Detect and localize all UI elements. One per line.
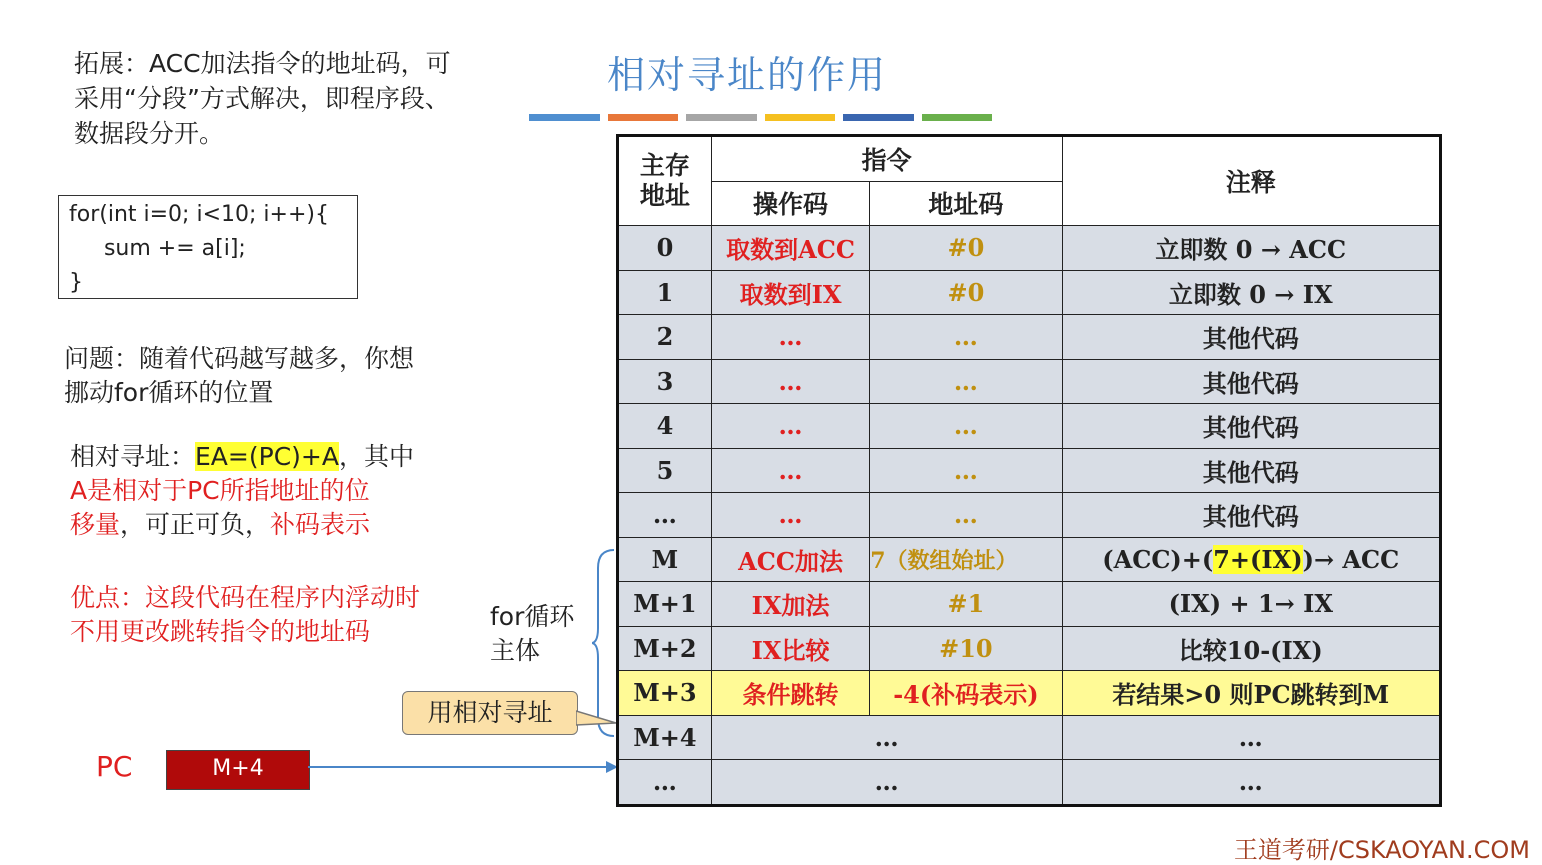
for-loop-label-line2: 主体 bbox=[490, 636, 541, 665]
row-comment: 其他代码 bbox=[1062, 315, 1440, 360]
table-row bbox=[618, 537, 1441, 582]
row-instruction-merged: … bbox=[711, 760, 1062, 806]
row-address-code: #0 bbox=[870, 226, 1062, 271]
row-opcode: … bbox=[711, 359, 869, 404]
memory-table bbox=[616, 134, 1442, 807]
header-instruction: 指令 bbox=[711, 136, 1062, 182]
row-address: … bbox=[618, 493, 712, 538]
table-row bbox=[618, 493, 1441, 538]
row-opcode: IX比较 bbox=[711, 626, 869, 671]
row-comment: 其他代码 bbox=[1062, 493, 1440, 538]
header-opcode: 操作码 bbox=[711, 181, 869, 226]
table-row bbox=[618, 226, 1441, 271]
color-segment bbox=[608, 114, 679, 121]
header-address: 主存 地址 bbox=[618, 136, 712, 226]
row-address-code: … bbox=[870, 315, 1062, 360]
for-loop-label-line1: for循环 bbox=[490, 602, 575, 631]
row-opcode: IX加法 bbox=[711, 582, 869, 627]
table-row-highlighted bbox=[618, 671, 1441, 716]
row-comment: 其他代码 bbox=[1062, 359, 1440, 404]
page-title: 相对寻址的作用 bbox=[607, 53, 888, 97]
row-address-code: … bbox=[870, 493, 1062, 538]
comment-highlight: 7+(IX) bbox=[1213, 544, 1303, 574]
row-address: M+4 bbox=[618, 715, 712, 760]
comment-part: (ACC)+( bbox=[1102, 544, 1214, 574]
row-address: 1 bbox=[618, 270, 712, 315]
row-address-code: #0 bbox=[870, 270, 1062, 315]
row-comment: … bbox=[1062, 760, 1440, 806]
row-comment: 其他代码 bbox=[1062, 448, 1440, 493]
code-line: } bbox=[69, 270, 83, 295]
row-opcode: 取数到IX bbox=[711, 270, 869, 315]
color-segment bbox=[922, 114, 993, 121]
color-segment bbox=[686, 114, 757, 121]
row-opcode: … bbox=[711, 448, 869, 493]
row-address-code: … bbox=[870, 448, 1062, 493]
table-row bbox=[618, 359, 1441, 404]
header-comment: 注释 bbox=[1062, 136, 1440, 226]
row-address-code: -4(补码表示) bbox=[870, 671, 1062, 716]
row-comment bbox=[1062, 537, 1440, 582]
comment-part: )→ ACC bbox=[1302, 544, 1400, 574]
row-opcode: ACC加法 bbox=[711, 537, 869, 582]
table-row bbox=[618, 315, 1441, 360]
row-instruction-merged: … bbox=[711, 715, 1062, 760]
watermark: 王道考研/CSKAOYAN.COM bbox=[1233, 836, 1530, 864]
row-address-code: #1 bbox=[870, 582, 1062, 627]
row-opcode: … bbox=[711, 315, 869, 360]
callout-relative-addressing: 用相对寻址 bbox=[402, 691, 578, 735]
row-address: 4 bbox=[618, 404, 712, 449]
code-line: sum += a[i]; bbox=[69, 236, 246, 261]
relative-line3c: 补码表示 bbox=[270, 510, 371, 539]
row-address-code: 7（数组始址） bbox=[870, 537, 1062, 582]
table-row bbox=[618, 582, 1441, 627]
pc-register: M+4 bbox=[166, 750, 310, 790]
row-opcode: 取数到ACC bbox=[711, 226, 869, 271]
extension-note: 拓展：ACC加法指令的地址码，可采用“分段”方式解决，即程序段、数据段分开。 bbox=[74, 49, 451, 148]
row-address: M+1 bbox=[618, 582, 712, 627]
relative-prefix: 相对寻址： bbox=[70, 442, 196, 471]
relative-formula: EA=(PC)+A bbox=[195, 442, 339, 471]
table-row bbox=[618, 760, 1441, 806]
code-snippet bbox=[58, 195, 358, 299]
row-opcode: … bbox=[711, 404, 869, 449]
row-comment: 立即数 0 → IX bbox=[1062, 270, 1440, 315]
row-comment: 立即数 0 → ACC bbox=[1062, 226, 1440, 271]
row-comment: 其他代码 bbox=[1062, 404, 1440, 449]
table-row bbox=[618, 626, 1441, 671]
color-segment bbox=[529, 114, 600, 121]
relative-line3b: ，可正可负， bbox=[120, 510, 271, 539]
pc-arrow bbox=[308, 755, 620, 779]
relative-line2: A是相对于PC所指地址的位 bbox=[70, 476, 370, 505]
row-address-code: … bbox=[870, 359, 1062, 404]
color-segment bbox=[843, 114, 914, 121]
row-address-code: … bbox=[870, 404, 1062, 449]
row-opcode: … bbox=[711, 493, 869, 538]
row-address: M+3 bbox=[618, 671, 712, 716]
row-address: 3 bbox=[618, 359, 712, 404]
row-opcode: 条件跳转 bbox=[711, 671, 869, 716]
relative-suffix: ，其中 bbox=[338, 442, 414, 471]
pc-label: PC bbox=[96, 750, 133, 783]
row-address: M+2 bbox=[618, 626, 712, 671]
table-row bbox=[618, 404, 1441, 449]
row-address: 2 bbox=[618, 315, 712, 360]
row-address: 5 bbox=[618, 448, 712, 493]
table-row bbox=[618, 448, 1441, 493]
relative-line3a: 移量 bbox=[70, 510, 121, 539]
row-address: 0 bbox=[618, 226, 712, 271]
table-row bbox=[618, 715, 1441, 760]
row-comment: 若结果>0 则PC跳转到M bbox=[1062, 671, 1440, 716]
row-comment: 比较10-(IX) bbox=[1062, 626, 1440, 671]
color-segment bbox=[765, 114, 836, 121]
code-line: for(int i=0; i<10; i++){ bbox=[69, 202, 329, 227]
row-comment: … bbox=[1062, 715, 1440, 760]
advantage-text: 优点：这段代码在程序内浮动时不用更改跳转指令的地址码 bbox=[70, 583, 421, 646]
row-address: … bbox=[618, 760, 712, 806]
relative-addressing-text bbox=[70, 440, 430, 542]
for-loop-label bbox=[490, 600, 574, 668]
table-row bbox=[618, 270, 1441, 315]
header-address-code: 地址码 bbox=[870, 181, 1062, 226]
title-color-bar bbox=[529, 114, 992, 121]
row-comment: (IX) + 1→ IX bbox=[1062, 582, 1440, 627]
problem-text: 问题：随着代码越写越多，你想挪动for循环的位置 bbox=[64, 344, 415, 407]
callout-pointer bbox=[576, 705, 620, 735]
row-address: M bbox=[618, 537, 712, 582]
row-address-code: #10 bbox=[870, 626, 1062, 671]
